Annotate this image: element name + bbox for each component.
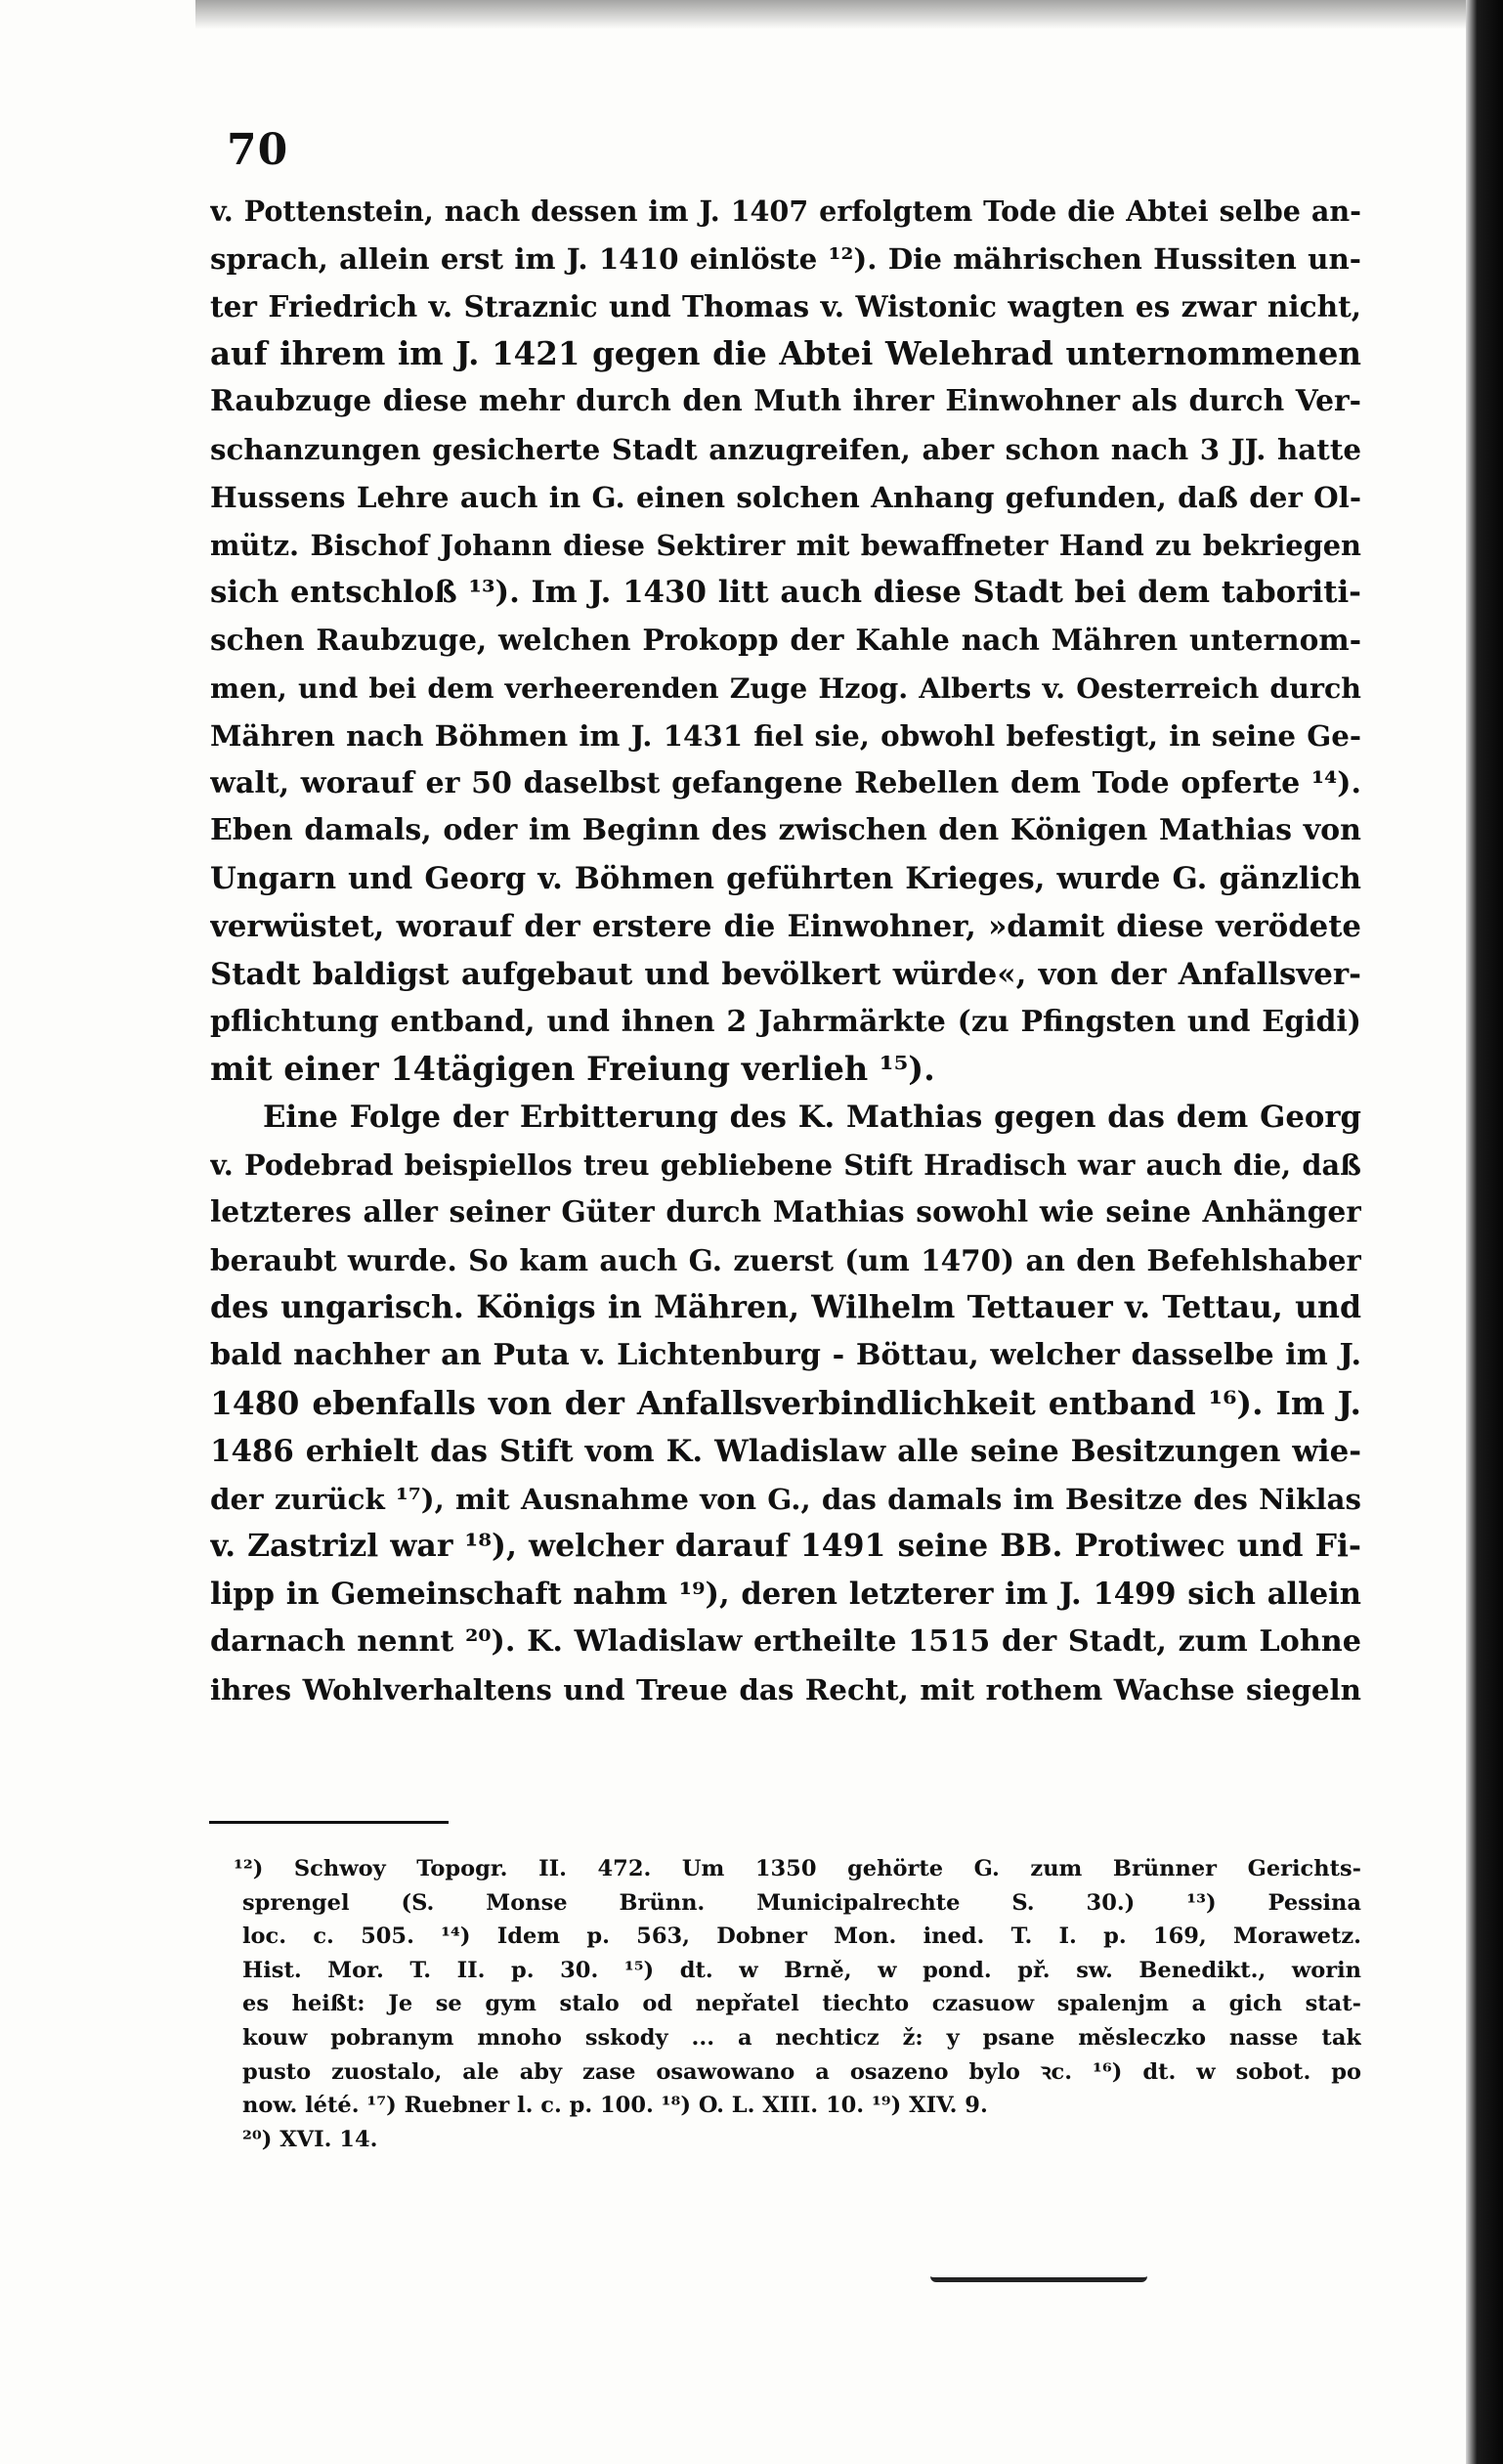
text-line: darnach nennt ²⁰). K. Wladislaw ertheilte 1515 der Stadt, zum Lohne (210, 1623, 1361, 1659)
text-line: Hussens Lehre auch in G. einen solchen Anhang gefunden, daß der Ol- (210, 479, 1361, 514)
text-line: walt, worauf er 50 daselbst gefangene Rebellen dem Tode opferte ¹⁴). (210, 765, 1361, 800)
text-line: ihres Wohlverhaltens und Treue das Recht, mit rothem Wachse siegeln (210, 1671, 1361, 1707)
paragraph-end-line: mit einer 14tägigen Freiung verlieh ¹⁵). (210, 1050, 935, 1089)
footnote-line: kouw pobranym mnoho sskody ... a nechticz ž: y psane měsleczko nasse tak (242, 2024, 1361, 2051)
text-line: v. Pottenstein, nach dessen im J. 1407 erfolgtem Tode die Abtei selbe an- (210, 195, 1361, 228)
footnote-line: ²⁰) XVI. 14. (242, 2126, 378, 2152)
text-line: des ungarisch. Königs in Mähren, Wilhelm Tettauer v. Tettau, und (210, 1289, 1361, 1326)
text-line: sprach, allein erst im J. 1410 einlöste ¹²). Die mährischen Hussiten un- (210, 240, 1361, 276)
text-line: auf ihrem im J. 1421 gegen die Abtei Welehrad unternommenen (210, 335, 1361, 373)
text-line: sich entschloß ¹³). Im J. 1430 litt auch diese Stadt bei dem taboriti- (210, 575, 1361, 611)
text-line: Ungarn und Georg v. Böhmen geführten Krieges, wurde G. gänzlich (210, 861, 1361, 897)
paragraph-start-line: Eine Folge der Erbitterung des K. Mathias gegen das dem Georg (263, 1100, 1361, 1136)
text-line: pflichtung entband, und ihnen 2 Jahrmärkte (zu Pfingsten und Egidi) (210, 1004, 1361, 1039)
text-line: schen Raubzuge, welchen Prokopp der Kahle nach Mähren unternom- (210, 623, 1361, 658)
text-line: men, und bei dem verheerenden Zuge Hzog. Alberts v. Oesterreich durch (210, 670, 1361, 705)
text-line: verwüstet, worauf der erstere die Einwohner, »damit diese verödete (210, 908, 1361, 944)
text-line: v. Zastrizl war ¹⁸), welcher darauf 1491 seine BB. Protiwec und Fi- (210, 1528, 1361, 1565)
footnotes (234, 1852, 1361, 2156)
text-line: bald nachher an Puta v. Lichtenburg - Böttau, welcher dasselbe im J. (210, 1338, 1361, 1373)
text-line: schanzungen gesicherte Stadt anzugreifen, aber schon nach 3 JJ. hatte (210, 431, 1361, 466)
footnote-line: loc. c. 505. ¹⁴) Idem p. 563, Dobner Mon. ined. T. I. p. 169, Morawetz. (242, 1924, 1361, 1950)
text-line: Stadt baldigst aufgebaut und bevölkert würde«, von der Anfallsver- (210, 956, 1361, 992)
footnote-line: now. lété. ¹⁷) Ruebner l. c. p. 100. ¹⁸) O. L. XIII. 10. ¹⁹) XIV. 9. (242, 2093, 988, 2119)
footnote-line: ¹²) Schwoy Topogr. II. 472. Um 1350 gehörte G. zum Brünner Gerichts- (234, 1856, 1361, 1881)
page-number: 70 (227, 125, 289, 175)
text-line: letzteres aller seiner Güter durch Mathias sowohl wie seine Anhänger (210, 1194, 1361, 1230)
footnote-line: sprengel (S. Monse Brünn. Municipalrechte S. 30.) ¹³) Pessina (242, 1889, 1361, 1916)
footnote-line: es heißt: Je se gym stalo od nepřatel tiechto czasuow spalenjm a gich stat- (242, 1991, 1361, 2017)
page-right-edge (1466, 0, 1503, 2464)
main-text (210, 188, 1361, 1714)
footnote-line: Hist. Mor. T. II. p. 30. ¹⁵) dt. w Brně, w pond. př. sw. Benedikt., worin (242, 1957, 1361, 1983)
text-line: v. Podebrad beispiellos treu gebliebene Stift Hradisch war auch die, daß (210, 1147, 1361, 1182)
page-top-shadow (195, 0, 1466, 29)
footnote-line: pusto zuostalo, ale aby zase osawowano a osazeno bylo ꝛc. ¹⁶) dt. w sobot. po (242, 2058, 1361, 2085)
text-line: 1486 erhielt das Stift vom K. Wladislaw alle seine Besitzungen wie- (210, 1433, 1361, 1469)
text-line: Eben damals, oder im Beginn des zwischen den Königen Mathias von (210, 813, 1361, 848)
text-line: Raubzuge diese mehr durch den Muth ihrer Einwohner als durch Ver- (210, 384, 1361, 419)
text-line: beraubt wurde. So kam auch G. zuerst (um 1470) an den Befehlshaber (210, 1242, 1361, 1277)
text-line: 1480 ebenfalls von der Anfallsverbindlichkeit entband ¹⁶). Im J. (210, 1383, 1361, 1422)
text-line: Mähren nach Böhmen im J. 1431 fiel sie, obwohl befestigt, in seine Ge- (210, 718, 1361, 753)
ink-smudge (930, 2262, 1147, 2282)
text-line: mütz. Bischof Johann diese Sektirer mit bewaffneter Hand zu bekriegen (210, 528, 1361, 562)
footnote-divider (209, 1821, 449, 1824)
text-line: lipp in Gemeinschaft nahm ¹⁹), deren letzterer im J. 1499 sich allein (210, 1577, 1361, 1613)
text-line: der zurück ¹⁷), mit Ausnahme von G., das damals im Besitze des Niklas (210, 1481, 1361, 1516)
text-line: ter Friedrich v. Straznic und Thomas v. Wistonic wagten es zwar nicht, (210, 288, 1361, 324)
